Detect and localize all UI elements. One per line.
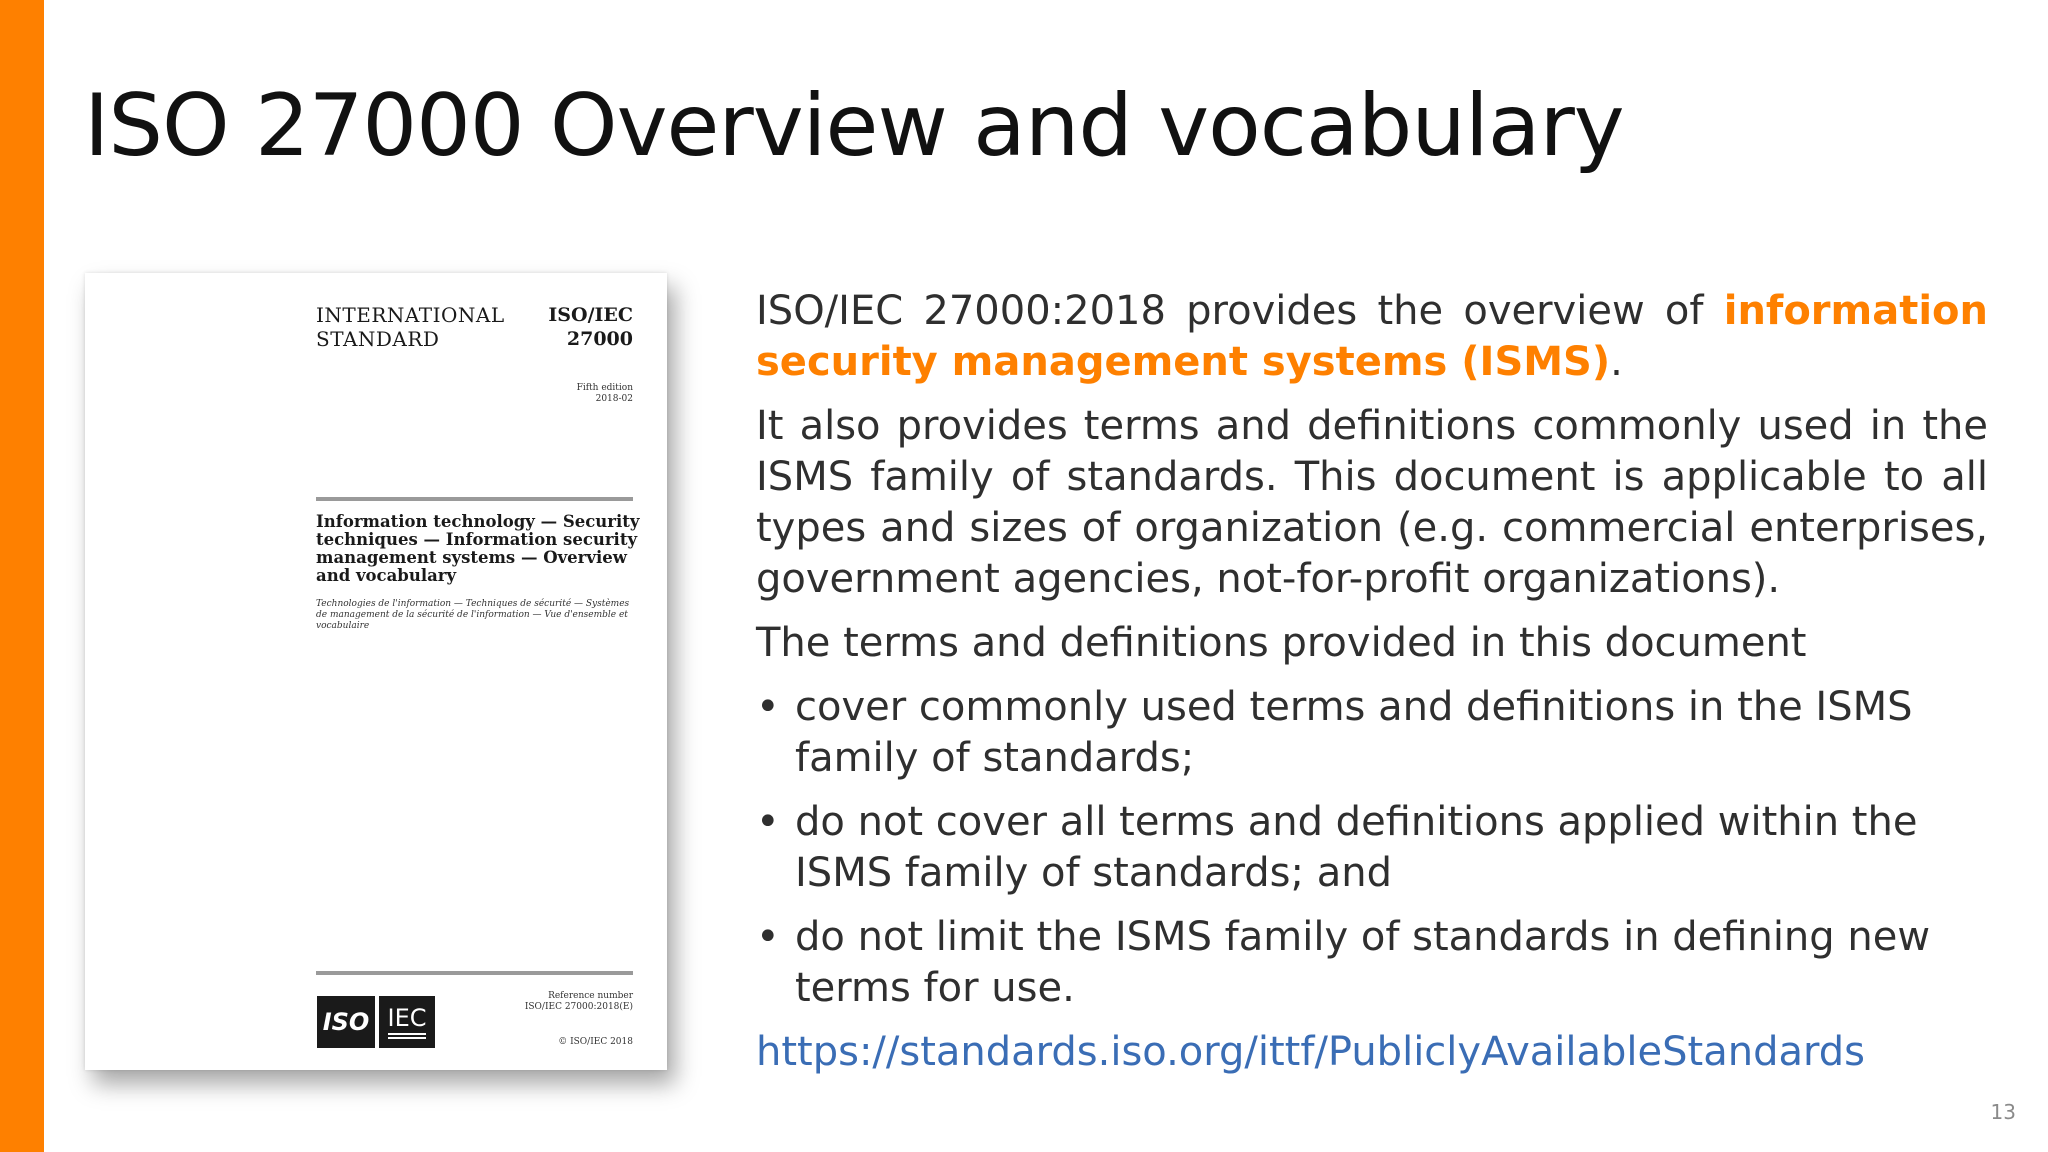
cover-title-english: Information technology — Security techniques — Information security management systems — Overview and vocabulary [316, 512, 640, 585]
cover-doc-type-line2: STANDARD [316, 327, 440, 351]
page-number: 13 [1990, 1100, 2016, 1124]
iso-logo-text: ISO [322, 1008, 370, 1036]
cover-bottom-rule [316, 971, 633, 975]
paragraph-link [756, 1027, 1988, 1078]
cover-edition-line2: 2018-02 [595, 394, 633, 404]
list-item-text: do not cover all terms and definitions applied within the ISMS family of standards; and [795, 799, 1918, 896]
iec-logo-lines [388, 1033, 426, 1039]
cover-doc-type [316, 303, 505, 351]
cover-edition-line1: Fifth edition [576, 383, 633, 393]
cover-number-line2: 27000 [566, 328, 633, 350]
cover-edition [577, 383, 633, 405]
list-item [756, 682, 1988, 784]
iec-logo [379, 996, 435, 1048]
cover-number-line1: ISO/IEC [548, 304, 633, 326]
bullet-icon: • [756, 914, 780, 960]
cover-top-rule [316, 497, 633, 501]
paragraph-overview [756, 286, 1988, 388]
isms-highlight: information security management systems (ISMS) [756, 288, 1988, 385]
slide-title: ISO 27000 Overview and vocabulary [84, 76, 1624, 176]
list-item [756, 912, 1988, 1014]
list-item [756, 797, 1988, 899]
cover-reference [525, 991, 633, 1013]
cover-title-french: Technologies de l'information — Techniques de sécurité — Systèmes de management de la sécurité de l'information — Vue d'ensemble et vocabulaire [316, 599, 630, 631]
slide-body [756, 286, 1988, 1091]
standards-link[interactable]: https://standards.iso.org/ittf/PubliclyAvailableStandards [756, 1029, 1865, 1075]
paragraph-terms-intro: The terms and definitions provided in this document [756, 620, 1807, 666]
cover-logos [317, 996, 435, 1048]
overview-period: . [1610, 339, 1623, 385]
accent-bar [0, 0, 44, 1152]
terms-bullet-list [756, 682, 1988, 1014]
bullet-icon: • [756, 799, 780, 845]
overview-text: ISO/IEC 27000:2018 provides the overview of [756, 288, 1724, 334]
iec-logo-text: IEC [387, 1003, 427, 1032]
cover-standard-number [548, 303, 633, 351]
list-item-text: do not limit the ISMS family of standards in defining new terms for use. [795, 914, 1931, 1011]
cover-doc-type-line1: INTERNATIONAL [316, 303, 505, 327]
paragraph-terms: It also provides terms and definitions commonly used in the ISMS family of standards. This document is applicable to all types and sizes of organization (e.g. commercial enterprises, government agencies, not-for-profit organizations). [756, 403, 1988, 602]
cover-reference-label: Reference number [548, 991, 633, 1001]
cover-reference-number: ISO/IEC 27000:2018(E) [524, 1002, 633, 1012]
bullet-icon: • [756, 684, 780, 730]
list-item-text: cover commonly used terms and definitions in the ISMS family of standards; [795, 684, 1913, 781]
standard-cover-image [85, 273, 667, 1070]
cover-copyright: © ISO/IEC 2018 [558, 1037, 633, 1047]
iso-logo [317, 996, 375, 1048]
